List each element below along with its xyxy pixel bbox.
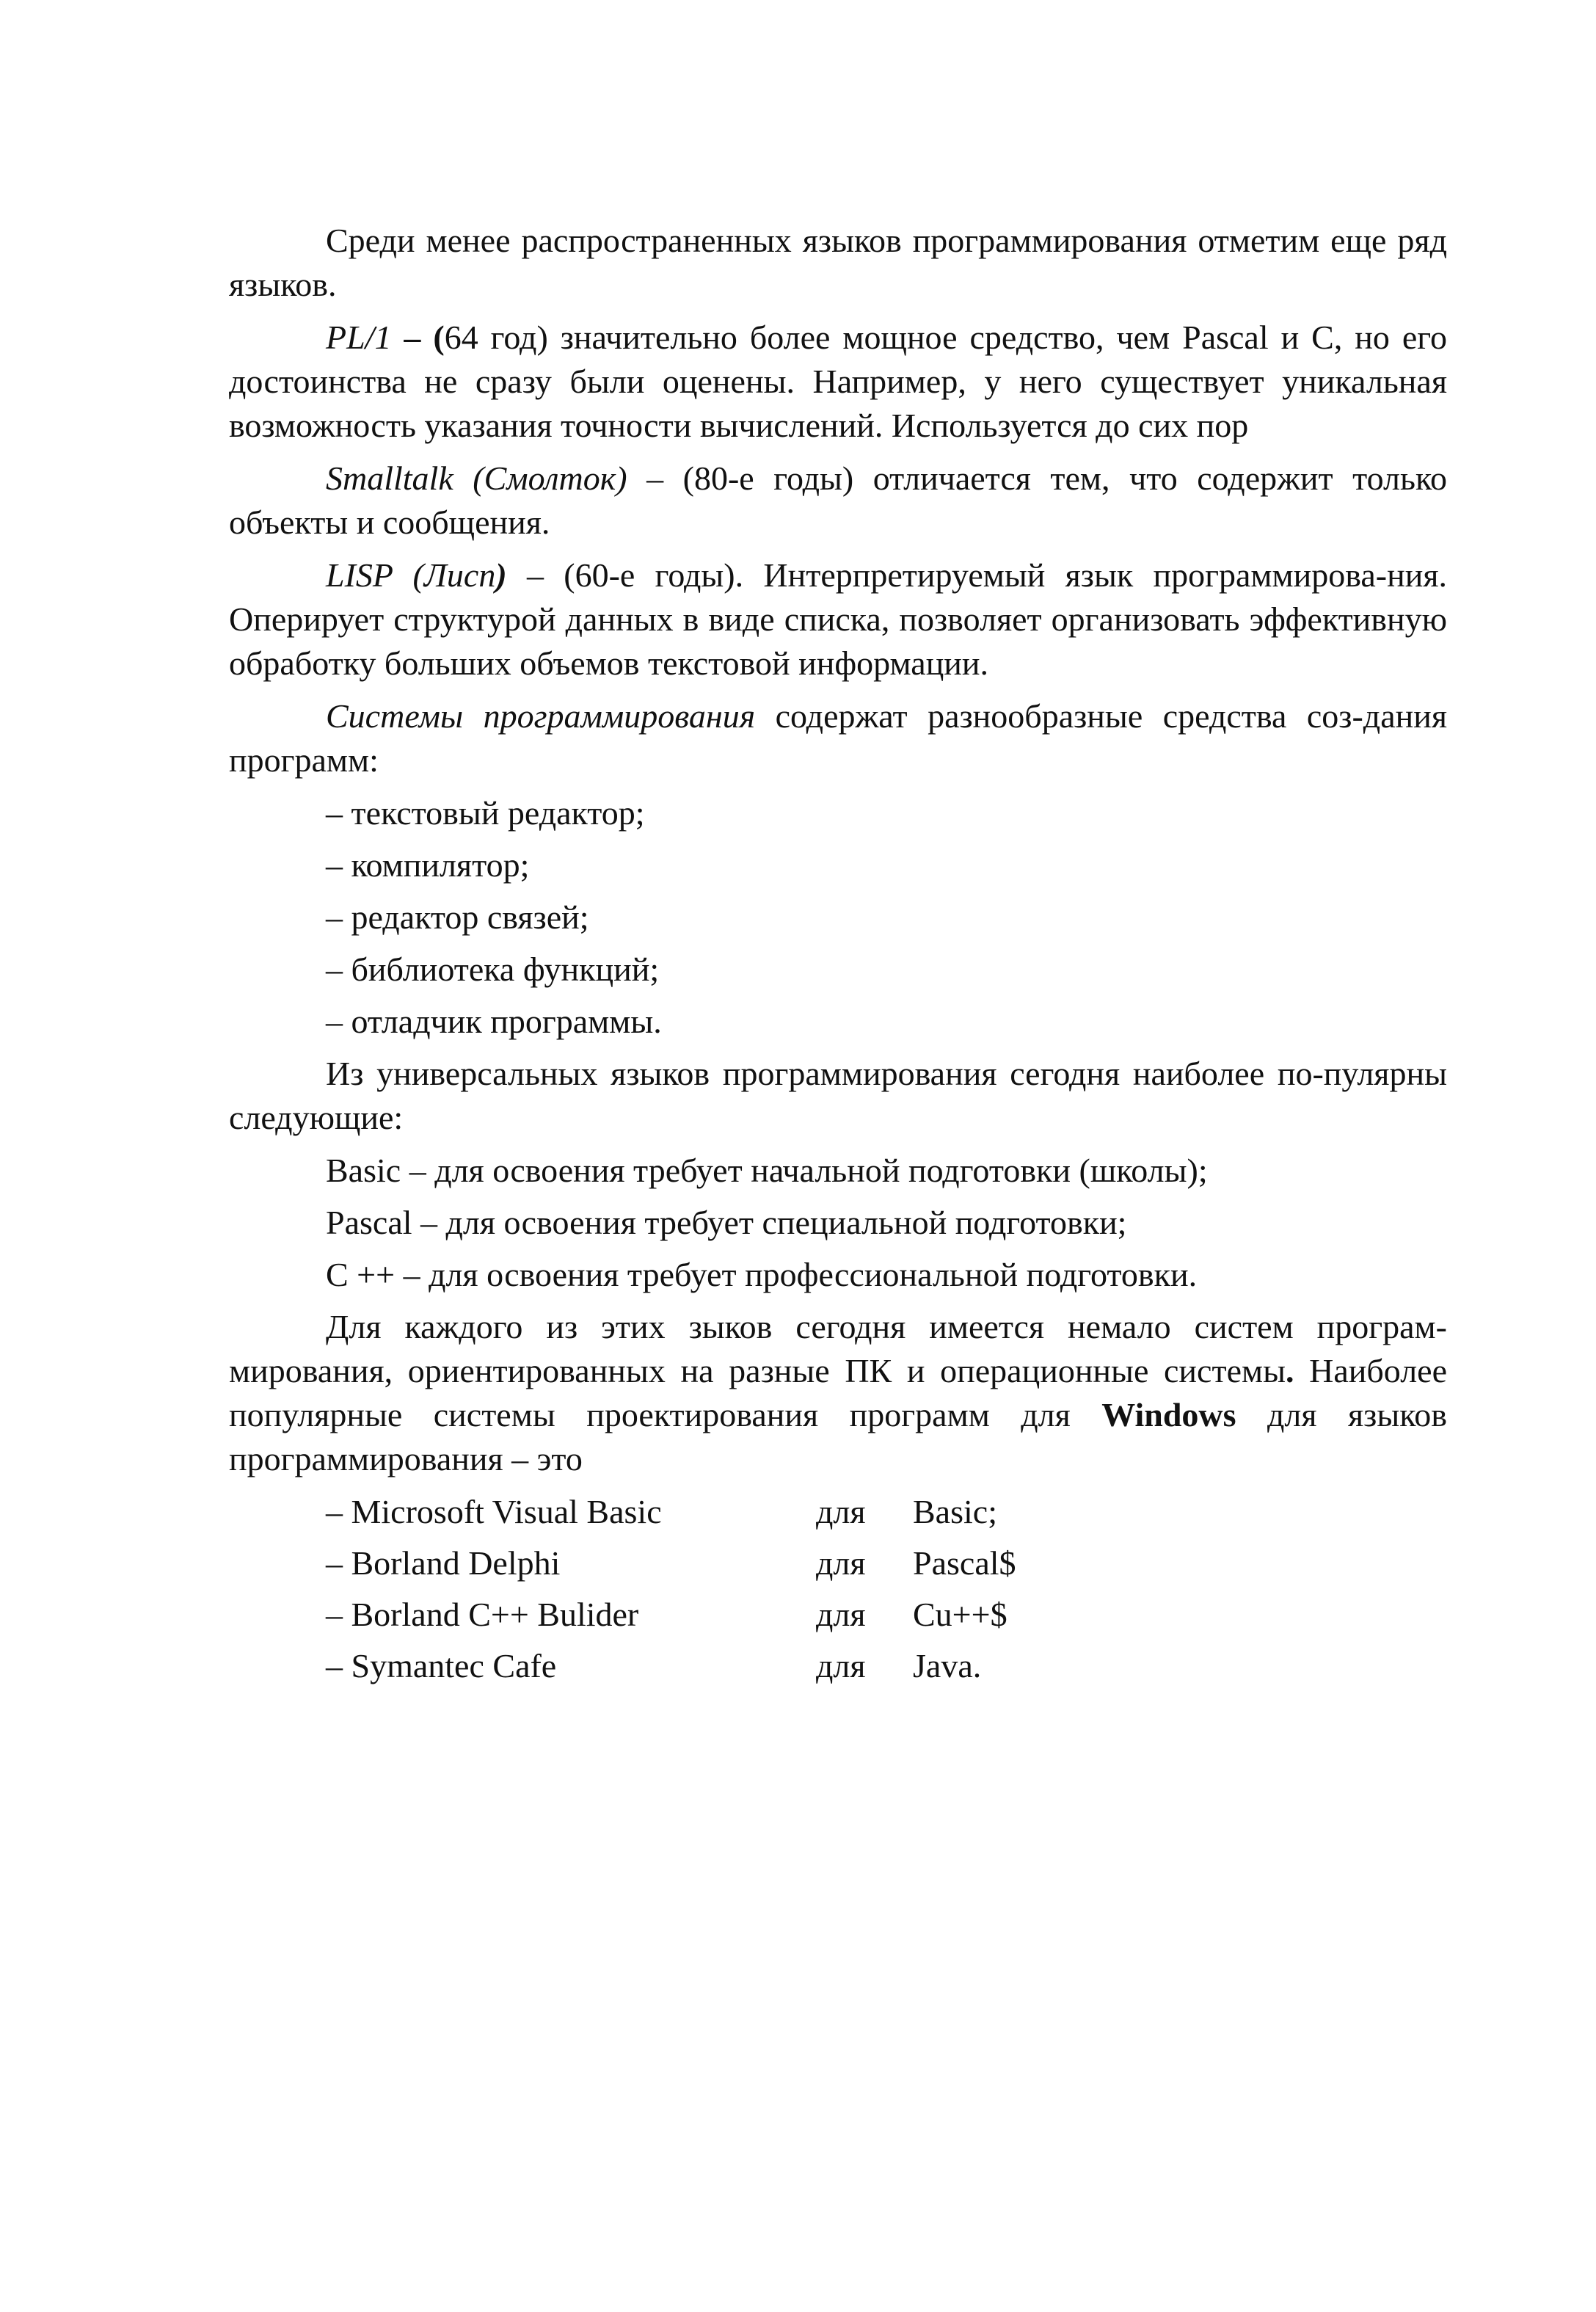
smalltalk-paragraph xyxy=(229,457,1447,545)
list-item-library: – библиотека функций; xyxy=(326,950,660,988)
language-cpp: C ++ – для освоения требует профессиональной подготовки. xyxy=(326,1256,1198,1293)
table-row xyxy=(326,1490,1447,1534)
list-item-debugger: – отладчик программы. xyxy=(326,1003,662,1040)
table-row xyxy=(326,1593,1447,1637)
systems-term: Системы программирования xyxy=(326,697,756,735)
for-word: для xyxy=(816,1544,866,1582)
systems-paragraph xyxy=(229,694,1447,782)
systems-text: содержат разнообразные средства соз-дания программ: xyxy=(229,697,1447,779)
target-language: Cu++$ xyxy=(913,1596,1007,1633)
for-word: для xyxy=(816,1596,866,1633)
for-word: для xyxy=(816,1493,866,1530)
table-row xyxy=(326,1541,1447,1585)
windows-term: Windows xyxy=(1101,1396,1236,1433)
pl1-name: PL/1 xyxy=(326,319,392,356)
for-word: для xyxy=(816,1647,866,1684)
popular-dot: . xyxy=(1286,1352,1294,1389)
lisp-name: LISP (Лисп xyxy=(326,556,496,594)
target-language: Basic; xyxy=(913,1493,997,1530)
pl1-paragraph xyxy=(229,316,1447,448)
language-pascal: Pascal – для освоения требует специальной подготовки; xyxy=(326,1204,1127,1241)
intro-paragraph xyxy=(229,219,1447,307)
pl1-text: 64 год) значительно более мощное средство, чем Pascal и C, но его достоинства не сразу были оценены. Например, у него существует уникальная возможность указания точности вычислений. Используется до сих пор xyxy=(229,319,1447,444)
smalltalk-text: – (80-е годы) отличается тем, что содержит только объекты и сообщения. xyxy=(229,459,1447,541)
popular-text-2: Наиболее популярные системы проектирования программ для xyxy=(229,1352,1447,1433)
product-name: – Borland C++ Bulider xyxy=(326,1596,639,1633)
popular-text-1: Для каждого из этих зыков сегодня имеется немало систем програм-мирования, ориентированных на разные ПК и операционные системы xyxy=(229,1308,1447,1389)
list-item-editor: – текстовый редактор; xyxy=(326,794,645,832)
pl1-paren: ( xyxy=(433,319,445,356)
target-language: Java. xyxy=(913,1647,982,1684)
product-name: – Microsoft Visual Basic xyxy=(326,1493,662,1530)
universal-text: Из универсальных языков программирования сегодня наиболее по-пулярны следующие: xyxy=(229,1055,1447,1136)
lisp-text: – (60-е годы). Интерпретируемый язык программирова-ния. Оперирует структурой данных в виде списка, позволяет организовать эффективную обработку больших объемов текстовой информации. xyxy=(229,556,1448,682)
popular-systems-paragraph xyxy=(229,1305,1447,1481)
document-page xyxy=(229,219,1447,1695)
lisp-close-paren: ) xyxy=(495,556,507,594)
product-name: – Symantec Cafe xyxy=(326,1647,557,1684)
smalltalk-name: Smalltalk (Смолток) xyxy=(326,459,627,497)
language-basic: Basic – для освоения требует начальной подготовки (школы); xyxy=(326,1152,1208,1189)
list-item-linker: – редактор связей; xyxy=(326,898,589,936)
list-item-compiler: – компилятор; xyxy=(326,846,530,884)
table-row xyxy=(326,1644,1447,1688)
product-name: – Borland Delphi xyxy=(326,1544,561,1582)
intro-text: Среди менее распространенных языков программирования отметим еще ряд языков. xyxy=(229,222,1447,303)
target-language: Pascal$ xyxy=(913,1544,1016,1582)
popular-text-3: для языков программирования – это xyxy=(229,1396,1447,1477)
pl1-dash: – xyxy=(391,319,434,356)
lisp-paragraph xyxy=(229,553,1447,686)
universal-paragraph xyxy=(229,1052,1447,1140)
